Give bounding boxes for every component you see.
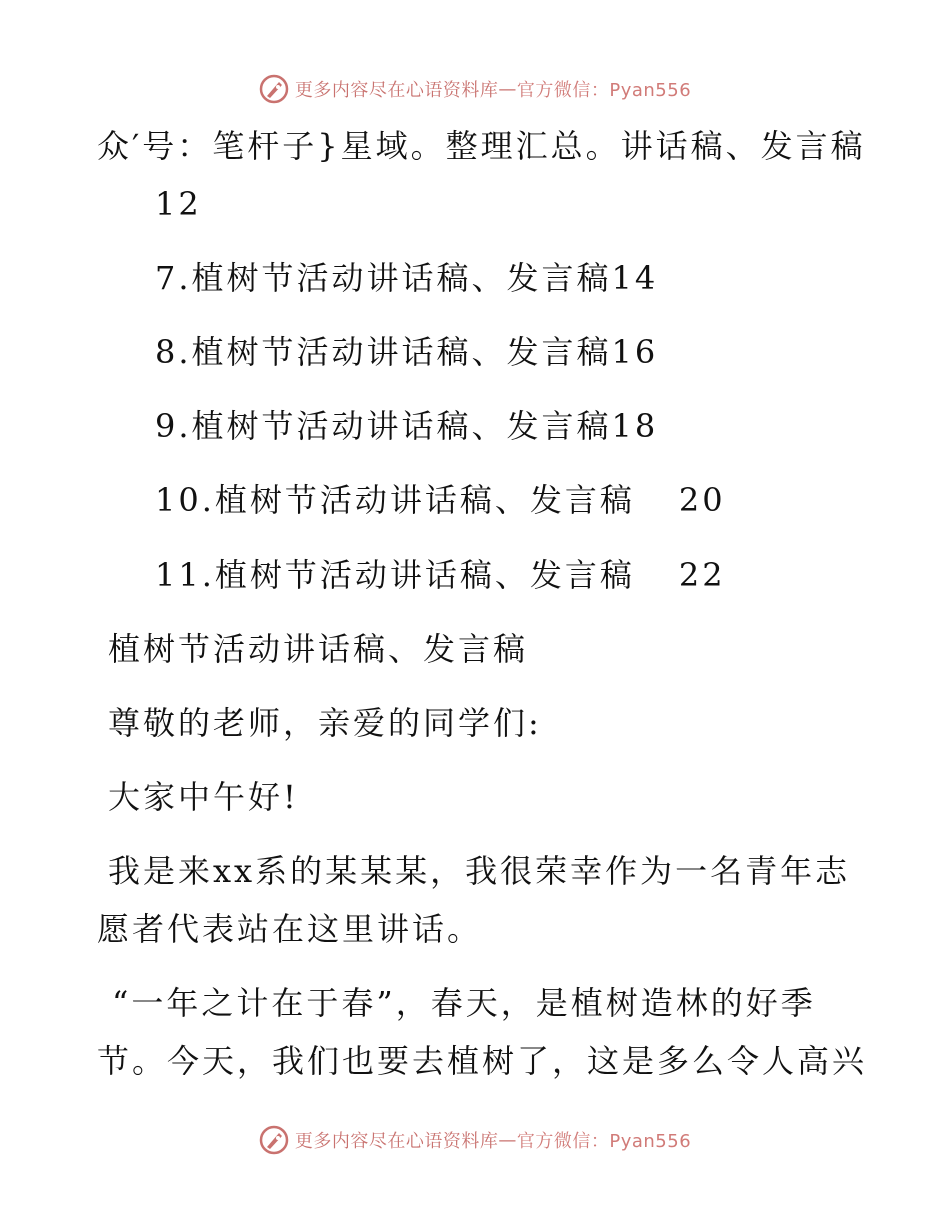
toc-entry-number: 9. <box>155 407 192 445</box>
watermark-dash: — <box>498 1129 517 1151</box>
toc-entry-7 <box>155 258 658 298</box>
toc-continuation-text: 众′号：笔杆子}星域。整理汇总。讲话稿、发言稿 <box>97 127 866 165</box>
article-salutation: 尊敬的老师，亲爱的同学们: <box>108 704 542 742</box>
toc-continuation-page: 12 <box>155 185 202 223</box>
toc-entry-page: 14 <box>611 259 659 297</box>
article-title: 植树节活动讲话稿、发言稿 <box>108 630 529 668</box>
toc-entry-title: 植树节活动讲话稿、发言稿 <box>214 556 635 594</box>
header-watermark <box>0 74 950 104</box>
pen-logo-icon <box>259 74 289 104</box>
watermark-account: 官方微信：Pyan556 <box>516 1131 692 1152</box>
paragraph-1-line-2: 愿者代表站在这里讲话。 <box>97 910 483 948</box>
paragraph-2-line-2: 节。今天，我们也要去植树了，这是多么令人高兴 <box>97 1042 868 1080</box>
toc-entry-page: 16 <box>611 333 659 371</box>
toc-entry-10 <box>155 480 726 520</box>
watermark-dash: — <box>498 78 517 100</box>
toc-entry-page: 22 <box>678 556 726 594</box>
paragraph-1-line-1: 我是来xx系的某某某，我很荣幸作为一名青年志 <box>108 852 851 890</box>
toc-entry-number: 8. <box>155 333 192 371</box>
toc-entry-9 <box>155 406 658 446</box>
toc-entry-title: 植树节活动讲话稿、发言稿 <box>191 333 612 371</box>
toc-entry-number: 11. <box>155 556 215 594</box>
toc-entry-11 <box>155 555 726 595</box>
toc-entry-title: 植树节活动讲话稿、发言稿 <box>214 481 635 519</box>
toc-entry-number: 10. <box>155 481 215 519</box>
toc-entry-title: 植树节活动讲话稿、发言稿 <box>191 259 612 297</box>
toc-entry-number: 7. <box>155 259 192 297</box>
watermark-text: 更多内容尽在心语资料库 <box>294 1131 499 1152</box>
watermark-text: 更多内容尽在心语资料库 <box>294 80 499 101</box>
toc-entry-8 <box>155 332 658 372</box>
article-greeting: 大家中午好! <box>108 778 299 816</box>
toc-entry-page: 20 <box>678 481 726 519</box>
footer-watermark <box>0 1125 950 1155</box>
toc-entry-page: 18 <box>611 407 659 445</box>
pen-logo-icon <box>259 1125 289 1155</box>
paragraph-2-line-1: “一年之计在于春”，春天，是植树造林的好季 <box>112 984 816 1022</box>
toc-entry-title: 植树节活动讲话稿、发言稿 <box>191 407 612 445</box>
watermark-account: 官方微信：Pyan556 <box>516 80 692 101</box>
